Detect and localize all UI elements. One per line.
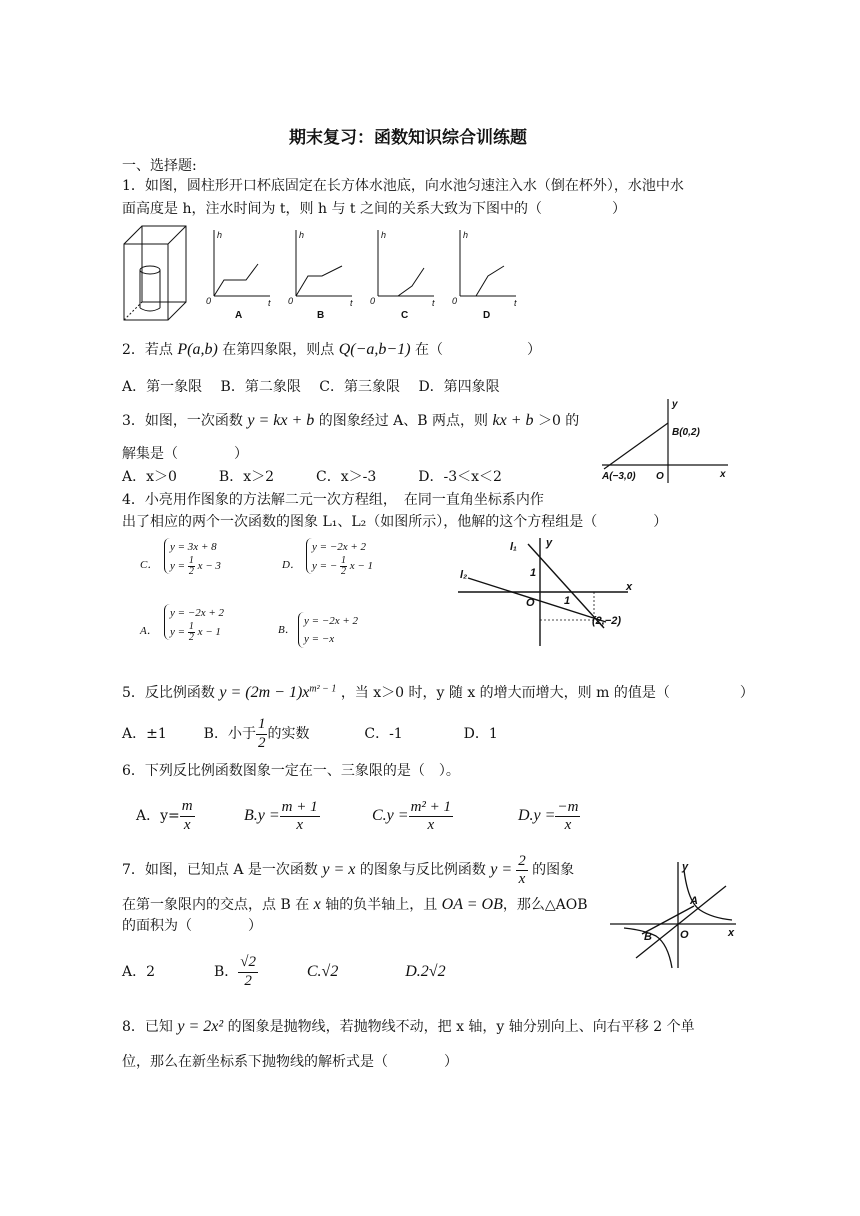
q6-option-c: C.y = $\frac{\text{m² + 1}}{x}$ bbox=[372, 798, 452, 833]
svg-text:t: t bbox=[432, 298, 435, 308]
q7-fig-o: O bbox=[680, 929, 689, 941]
graph-label-a: A bbox=[235, 310, 243, 321]
q1-figure bbox=[120, 222, 530, 332]
svg-text:h: h bbox=[217, 230, 223, 240]
q3-line2: 解集是（ ） bbox=[122, 446, 248, 462]
q7-option-b: B． $\frac{√2}{2}$ bbox=[213, 954, 256, 989]
svg-text:0: 0 bbox=[452, 296, 458, 306]
svg-text:h: h bbox=[299, 230, 305, 240]
q7-line2: 在第一象限内的交点，点 B 在 x 轴的负半轴上，且 OA = OB，那么△AOB bbox=[122, 896, 588, 913]
tank-illustration bbox=[124, 226, 186, 320]
q5-option-a: A．±1 bbox=[122, 726, 167, 742]
q7-option-d: D.2√2 bbox=[405, 963, 446, 980]
svg-text:0: 0 bbox=[288, 296, 294, 306]
q6-option-d: D.y = $\frac{-m}{x}$ bbox=[518, 798, 579, 833]
q7-fig-b: B bbox=[644, 931, 652, 943]
q3-text-1: 3．如图，一次函数 bbox=[122, 413, 243, 429]
q5-stem bbox=[122, 683, 754, 702]
graph-d bbox=[460, 230, 516, 296]
graph-label-d: D bbox=[483, 310, 491, 321]
q2-point-p: P(a,b) bbox=[177, 341, 218, 358]
q7-fig-a: A bbox=[690, 895, 698, 907]
q5-exponent: m² − 1 bbox=[309, 683, 337, 695]
q7-stem: 7．如图，已知点 A 是一次函数 y = x 的图象与反比例函数 y = $\frac{2}{x}$ 的图象 bbox=[122, 852, 575, 887]
svg-text:0: 0 bbox=[206, 296, 212, 306]
svg-text:t: t bbox=[268, 298, 271, 308]
graph-label-c: C bbox=[401, 310, 409, 321]
q7-fig-x: x bbox=[728, 927, 735, 939]
svg-text:h: h bbox=[463, 230, 469, 240]
q7-fig-y: y bbox=[682, 861, 689, 873]
q8-line2: 位，那么在新坐标系下抛物线的解析式是（ ） bbox=[122, 1054, 458, 1070]
q7-eq1: y = x bbox=[322, 861, 356, 878]
q4-option-d: D． y = −2x + 2 y = − $\frac{1}{2}$ x − 1 bbox=[282, 538, 373, 574]
q7-line3: 的面积为（ ） bbox=[122, 918, 262, 934]
q2-text-2: 在第四象限，则点 bbox=[222, 342, 335, 358]
section-heading: 一、选择题: bbox=[122, 158, 197, 174]
q4-fig-x: x bbox=[626, 581, 633, 593]
q3-equation: y = kx + b bbox=[247, 412, 315, 429]
q4-fig-l2: l₂ bbox=[460, 569, 468, 581]
q8-equation: y = 2x² bbox=[177, 1018, 224, 1035]
q2-options: A．第一象限 B．第二象限 C．第三象限 D．第四象限 bbox=[122, 379, 500, 395]
q3-text-2: 的图象经过 A、B 两点，则 bbox=[318, 413, 489, 429]
q4-fig-o: O bbox=[526, 597, 535, 609]
q5-option-d: D．1 bbox=[463, 726, 498, 742]
q5-text-1: 5．反比例函数 bbox=[122, 685, 215, 701]
graph-a bbox=[214, 230, 270, 296]
q3-stem bbox=[122, 411, 579, 430]
q4-line2: 出了相应的两个一次函数的图象 L₁、L₂（如图所示），他解的这个方程组是（ ） bbox=[122, 514, 668, 530]
q4-figure bbox=[456, 536, 646, 648]
q3-fig-o: O bbox=[656, 471, 664, 482]
q4-line1: 4．小亮用作图象的方法解二元一次方程组， 在同一直角坐标系内作 bbox=[122, 492, 544, 508]
svg-text:0: 0 bbox=[370, 296, 376, 306]
q7-eq2: y = $\frac{2}{x}$ bbox=[490, 852, 526, 887]
graph-c bbox=[378, 230, 434, 296]
q7-option-a: A．2 bbox=[122, 964, 156, 980]
q1-line2: 面高度是 h，注水时间为 t，则 h 与 t 之间的关系大致为下图中的（ ） bbox=[122, 201, 626, 217]
q5-option-b: B．小于 $\frac{1}{2}$ 的实数 bbox=[203, 716, 310, 751]
q2-text-3: 在（ ） bbox=[414, 342, 541, 358]
svg-text:t: t bbox=[514, 298, 517, 308]
q6-option-b: B.y = $\frac{m + 1}{x}$ bbox=[244, 798, 318, 833]
q7-figure bbox=[608, 858, 740, 970]
q4-fig-y: y bbox=[546, 537, 553, 549]
q7-options bbox=[122, 950, 446, 994]
q5-equation: y = (2m − 1)x bbox=[219, 684, 310, 701]
q2-stem bbox=[122, 340, 541, 359]
graph-b bbox=[296, 230, 352, 296]
q2-point-q: Q(−a,b−1) bbox=[338, 341, 411, 358]
q3-fig-b: B(0,2) bbox=[672, 427, 700, 438]
q4-option-b: B． y = −2x + 2 y = −x bbox=[278, 612, 358, 648]
q3-fig-y: y bbox=[672, 399, 678, 410]
q3-figure bbox=[600, 395, 735, 487]
q4-fig-one-y: 1 bbox=[530, 567, 537, 579]
q8-stem: 8．已知 y = 2x² 的图象是抛物线，若抛物线不动，把 x 轴，y 轴分别向上、向右平移 2 个单 bbox=[122, 1018, 695, 1035]
q5-options bbox=[122, 716, 498, 752]
svg-text:h: h bbox=[381, 230, 387, 240]
q3-fig-a: A(−3,0) bbox=[602, 471, 636, 482]
q3-options: A．x＞0 B．x＞2 C．x＞-3 D．-3＜x＜2 bbox=[122, 469, 502, 485]
q3-fig-x: x bbox=[720, 469, 726, 480]
svg-text:t: t bbox=[350, 298, 353, 308]
q4-option-c: C． y = 3x + 8 y = $\frac{1}{2}$ x − 3 bbox=[140, 538, 221, 574]
q6-stem: 6．下列反比例函数图象一定在一、三象限的是（ ）。 bbox=[122, 763, 460, 779]
q4-fig-one-x: 1 bbox=[564, 595, 571, 607]
q2-text-1: 2．若点 bbox=[122, 342, 173, 358]
q5-option-c: C．-1 bbox=[364, 726, 403, 742]
q4-fig-point: (2,−2) bbox=[592, 615, 622, 627]
q7-option-c: C.√2 bbox=[306, 963, 339, 980]
q6-option-a: A．y= $\frac{m}{x}$ bbox=[136, 798, 193, 833]
q4-fig-l1: l₁ bbox=[510, 541, 517, 553]
q3-text-3: ＞0 的 bbox=[537, 413, 580, 429]
q3-inequality: kx + b bbox=[492, 412, 534, 429]
q4-option-a: A． y = −2x + 2 y = $\frac{1}{2}$ x − 1 bbox=[140, 604, 224, 640]
graph-label-b: B bbox=[317, 310, 325, 321]
q1-line1: 1．如图，圆柱形开口杯底固定在长方体水池底，向水池匀速注入水（倒在杯外），水池中水 bbox=[122, 178, 684, 194]
q5-text-2: ，当 x＞0 时，y 随 x 的增大而增大，则 m 的值是（ ） bbox=[340, 685, 754, 701]
page-title: 期末复习：函数知识综合训练题 bbox=[289, 128, 527, 148]
